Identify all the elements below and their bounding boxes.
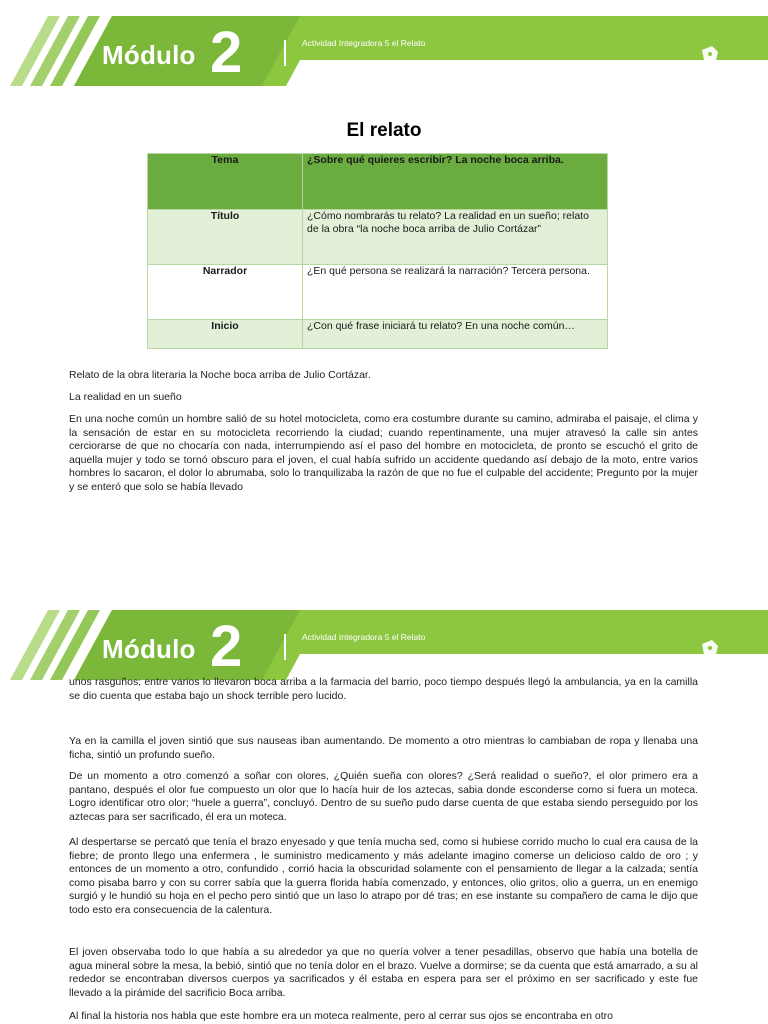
page-header-1	[0, 16, 768, 86]
row-value: ¿Con qué frase iniciará tu relato? En una noche común…	[303, 320, 608, 349]
row-label: Narrador	[148, 265, 303, 320]
document-title: El relato	[346, 120, 422, 141]
story-heading: La realidad en un sueño	[69, 391, 182, 403]
table-row	[148, 154, 608, 210]
prepa-en-linea-sep-logo-icon	[698, 42, 742, 74]
story-paragraph: De un momento a otro comenzó a soñar con olores, ¿Quién sueña con olores? ¿Será realidad o sueño?, el olor primero era a pantano, después el olor fue compuesto un olor que lo hacía huir de los aztecas, sabia donde esconderse como si fuera un moteca. Logro identificar otro olor; “huele a guerra”, concluyó. Dentro de su sueño pudo darse cuenta de que estaba siendo perseguido por los aztecas para ser sacrificado, él era un moteca.	[69, 770, 698, 823]
row-value: ¿En qué persona se realizará la narración? Tercera persona.	[303, 265, 608, 320]
row-label: Tema	[148, 154, 303, 210]
row-label: Título	[148, 210, 303, 265]
row-label: Inicio	[148, 320, 303, 349]
activity-title: Actividad Integradora 5 el Relato	[302, 38, 426, 48]
module-label: Módulo	[102, 40, 196, 70]
story-paragraph: En una noche común un hombre salió de su hotel motocicleta, como era costumbre durante su camino, admiraba el paisaje, el clima y la sensación de estar en su motocicleta recorriendo la ciudad; cuando repentinamente, una mujer atravesó la calle sin antes cerciorarse de que no chocaría con nada, interrumpiendo así el paso del hombre en motocicleta, de pronto se escuchó el grito de aquella mujer y todo se tornó obscuro para el joven, el cual había sufrido un accidente quedando así debajo de la moto, entre varios hombres lo sacaron, el dolor lo abrumaba, solo lo tranquilizaba la razón de que no fue el culpable del accidente; Pregunto por la mujer y se enteró que solo se había llevado	[69, 413, 698, 493]
header-divider	[284, 40, 286, 66]
row-value: ¿Cómo nombrarás tu relato? La realidad en un sueño; relato de la obra “la noche boca arriba de Julio Cortázar”	[303, 210, 608, 265]
page-header-2	[0, 610, 768, 680]
row-value: ¿Sobre qué quieres escribir? La noche boca arriba.	[303, 154, 608, 210]
header-divider	[284, 634, 286, 660]
module-number: 2	[210, 614, 243, 679]
table-row	[148, 210, 608, 265]
intro-line: Relato de la obra literaria la Noche boca arriba de Julio Cortázar.	[69, 369, 371, 381]
story-paragraph: Ya en la camilla el joven sintió que sus nauseas iban aumentando. De momento a otro mientras lo cambiaban de ropa y llenaba una ficha, sintió un profundo sueño.	[69, 735, 698, 761]
table-row	[148, 320, 608, 349]
story-paragraph: unos rasguños; entre varios lo llevaron boca arriba a la farmacia del barrio, poco tiempo después llegó la ambulancia, ya en la camilla se dio cuenta que estaba bajo un shock terrible pero lucido.	[69, 676, 698, 702]
story-plan-table	[147, 153, 608, 349]
table-row	[148, 265, 608, 320]
module-label: Módulo	[102, 634, 196, 664]
story-paragraph: Al final la historia nos habla que este hombre era un moteca realmente, pero al cerrar sus ojos se encontraba en otro	[69, 1010, 613, 1022]
story-paragraph: Al despertarse se percató que tenía el brazo enyesado y que tenía mucha sed, como si hubiese corrido mucho lo cual era causa de la fiebre; de pronto llego una enfermera , le suministro medicamento y más adelante imagino comerse un delicioso caldo de oro ; y entonces de un momento a otro, confundido , corrió hacia la obscuridad solamente con el pensamiento de llegar a la calzada; sentía como pisaba barro y con su correr sabía que la guerra florida había comenzado, y entonces, olio gritos, olio a guerra, un en enemigo surgió y le hundió su hoja en el pecho pero sintió que un laso lo atrapo por dé tras; en ese instante su compañero de cama le dijo que todo esto era consecuencia de la calentura.	[69, 836, 698, 916]
module-number: 2	[210, 20, 243, 85]
story-paragraph: El joven observaba todo lo que había a su alrededor ya que no quería volver a tener pesadillas, observo que había una botella de agua mineral sobre la mesa, la bebió, sintió que no tenía dolor en el brazo. Vuelve a dormirse; se da cuenta que está amarrado, a su al rededor se encontraban diversos cuerpos ya sacrificados y él estaba en espera para ser el próximo en ser sacrificado y este fue llevado a la pirámide del sacrificio Boca arriba.	[69, 946, 698, 999]
activity-title: Actividad Integradora 5 el Relato	[302, 632, 426, 642]
prepa-en-linea-sep-logo-icon	[698, 636, 742, 668]
